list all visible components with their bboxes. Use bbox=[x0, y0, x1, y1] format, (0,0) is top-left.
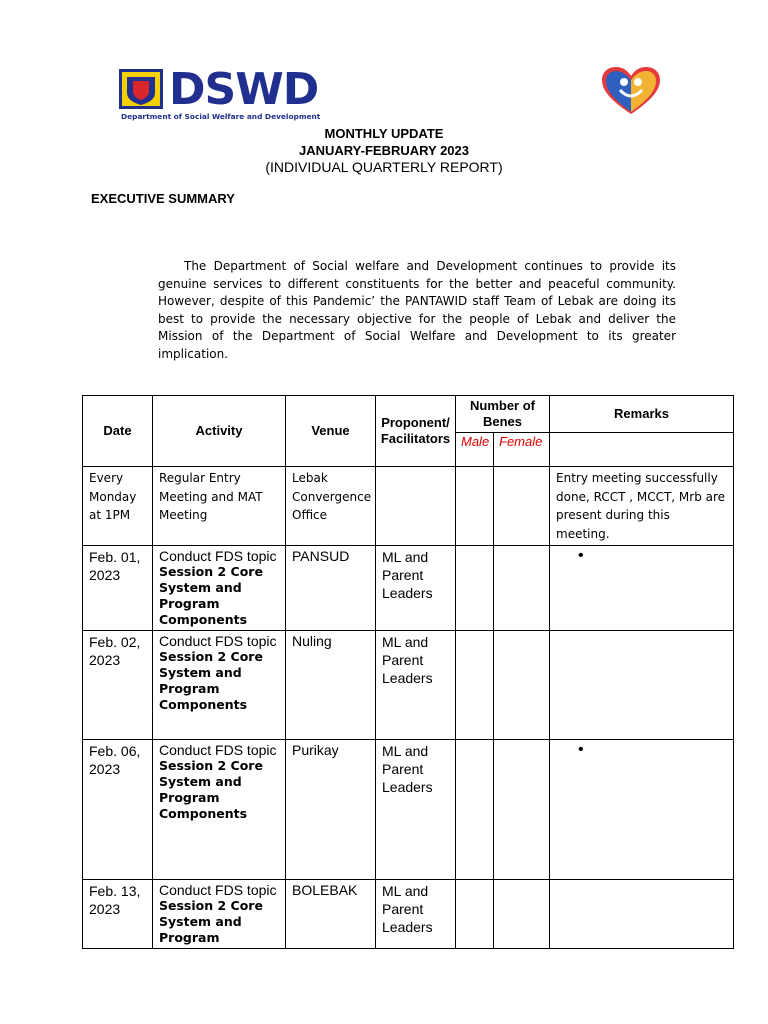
row-proponent: ML and Parent Leaders bbox=[376, 546, 456, 631]
row-female bbox=[494, 880, 550, 949]
header-male: Male bbox=[456, 433, 494, 467]
activity-topic: Conduct FDS topic bbox=[159, 882, 277, 898]
row-activity bbox=[153, 740, 286, 880]
row-venue: Lebak Convergence Office bbox=[286, 467, 376, 546]
activity-session: Session 2 Core System and Program Components bbox=[159, 758, 263, 821]
row-remarks: Entry meeting successfully done, RCCT , MCCT, Mrb are present during this meeting. bbox=[550, 467, 734, 546]
header-number-of-benes: Number of Benes bbox=[456, 396, 550, 433]
row-activity: Regular Entry Meeting and MAT Meeting bbox=[153, 467, 286, 546]
row-female bbox=[494, 631, 550, 740]
table-row bbox=[83, 631, 734, 740]
dswd-logo bbox=[119, 64, 321, 124]
row-activity bbox=[153, 546, 286, 631]
row-date: Feb. 02, 2023 bbox=[83, 631, 153, 740]
activity-topic: Conduct FDS topic bbox=[159, 548, 277, 564]
header-venue: Venue bbox=[286, 396, 376, 467]
row-date: Every Monday at 1PM bbox=[83, 467, 153, 546]
row-female bbox=[494, 740, 550, 880]
header-remarks: Remarks bbox=[550, 396, 734, 433]
row-male bbox=[456, 546, 494, 631]
header-remarks-blank bbox=[550, 433, 734, 467]
row-venue: Purikay bbox=[286, 740, 376, 880]
row-male bbox=[456, 880, 494, 949]
section-heading: EXECUTIVE SUMMARY bbox=[91, 191, 235, 206]
row-proponent: ML and Parent Leaders bbox=[376, 880, 456, 949]
row-remarks bbox=[550, 740, 734, 880]
row-date: Feb. 01, 2023 bbox=[83, 546, 153, 631]
row-female bbox=[494, 546, 550, 631]
report-title-line2: JANUARY-FEBRUARY 2023 bbox=[298, 143, 469, 158]
row-proponent: ML and Parent Leaders bbox=[376, 740, 456, 880]
row-male bbox=[456, 740, 494, 880]
row-date: Feb. 06, 2023 bbox=[83, 740, 153, 880]
row-activity bbox=[153, 880, 286, 949]
row-venue: BOLEBAK bbox=[286, 880, 376, 949]
bullet-point: • bbox=[578, 741, 584, 758]
row-male bbox=[456, 631, 494, 740]
dswd-emblem-icon bbox=[119, 69, 163, 109]
row-female bbox=[494, 467, 550, 546]
row-activity bbox=[153, 631, 286, 740]
row-remarks bbox=[550, 880, 734, 949]
heart-emblem-icon bbox=[600, 66, 662, 116]
row-remarks bbox=[550, 631, 734, 740]
row-venue: PANSUD bbox=[286, 546, 376, 631]
row-male bbox=[456, 467, 494, 546]
table-row bbox=[83, 880, 734, 949]
logo-subtitle: Department of Social Welfare and Development bbox=[121, 112, 321, 121]
activity-topic: Conduct FDS topic bbox=[159, 633, 277, 649]
row-date: Feb. 13, 2023 bbox=[83, 880, 153, 949]
row-venue: Nuling bbox=[286, 631, 376, 740]
header-date: Date bbox=[83, 396, 153, 467]
activity-session: Session 2 Core System and Program Components bbox=[159, 564, 263, 627]
row-proponent bbox=[376, 467, 456, 546]
header-proponent: Proponent/ Facilitators bbox=[376, 396, 456, 467]
row-proponent: ML and Parent Leaders bbox=[376, 631, 456, 740]
table-row bbox=[83, 467, 734, 546]
table-row bbox=[83, 740, 734, 880]
table-row bbox=[83, 546, 734, 631]
report-title-line3: (INDIVIDUAL QUARTERLY REPORT) bbox=[265, 159, 503, 175]
summary-paragraph: The Department of Social welfare and Development continues to provide its genuine services to different constituents for the better and peaceful community. However, despite of this Pandemic’ the PANTAWID staff Team of Lebak are doing its best to provide the necessary objective for the people of Lebak and deliver the Mission of the Department of Social Welfare and Development to its greater implication. bbox=[158, 259, 676, 361]
report-title-line1: MONTHLY UPDATE bbox=[324, 126, 444, 141]
row-remarks bbox=[550, 546, 734, 631]
header-activity: Activity bbox=[153, 396, 286, 467]
bullet-point: • bbox=[578, 547, 584, 564]
activity-session: Session 2 Core System and Program Components bbox=[159, 649, 263, 712]
activity-session: Session 2 Core System and Program bbox=[159, 898, 263, 945]
header-female: Female bbox=[494, 433, 550, 467]
activity-topic: Conduct FDS topic bbox=[159, 742, 277, 758]
logo-wordmark: DSWD bbox=[169, 64, 319, 115]
activity-table bbox=[82, 395, 734, 949]
